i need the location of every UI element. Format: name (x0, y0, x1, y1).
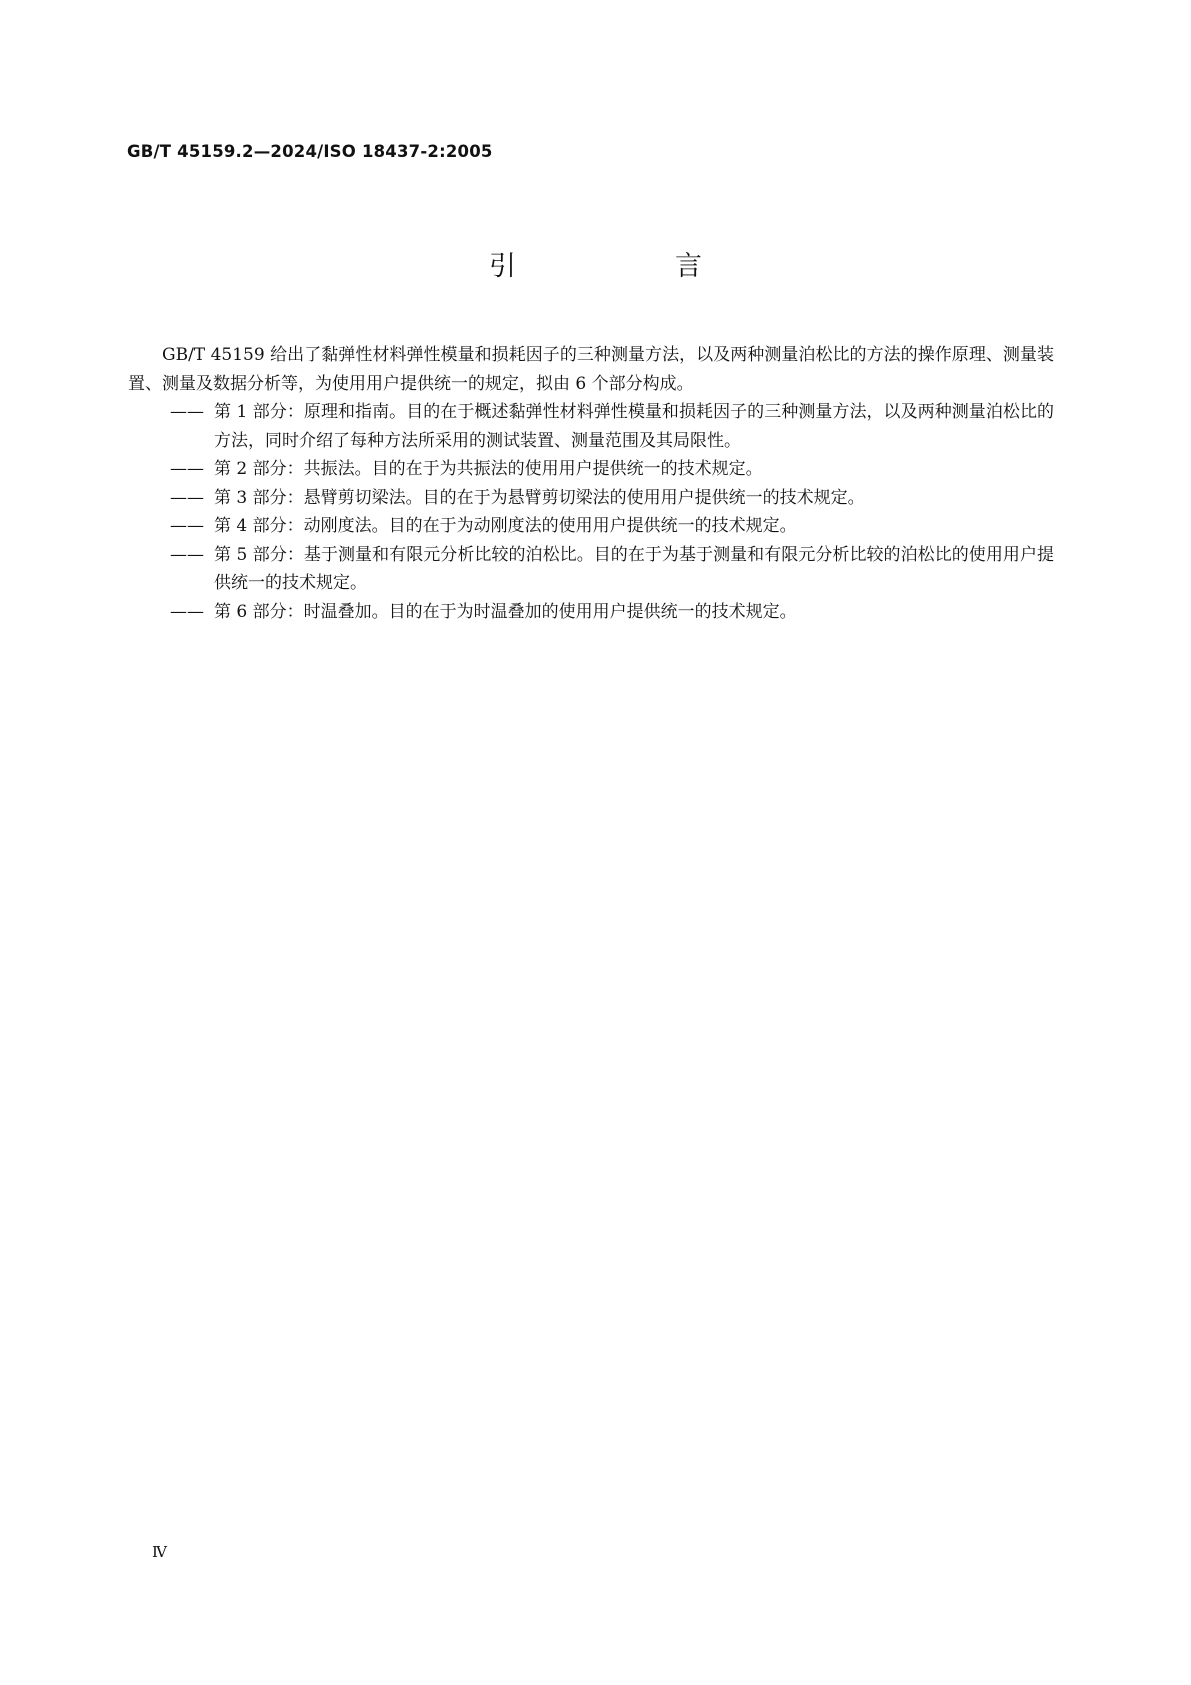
list-item-text: 第 2 部分：共振法。目的在于为共振法的使用用户提供统一的技术规定。 (214, 459, 763, 479)
list-dash: —— (170, 459, 204, 479)
list-item-text: 第 6 部分：时温叠加。目的在于为时温叠加的使用用户提供统一的技术规定。 (214, 601, 797, 622)
list-dash: —— (170, 544, 204, 565)
list-dash: —— (170, 487, 204, 508)
list-item-part-4 (128, 512, 1054, 541)
list-dash: —— (170, 516, 204, 536)
introduction-body (128, 341, 1054, 626)
list-item-part-5 (128, 541, 1054, 598)
intro-paragraph: GB/T 45159 给出了黏弹性材料弹性模量和损耗因子的三种测量方法，以及两种测量泊松比的方法的操作原理、测量装置、测量及数据分析等，为使用用户提供统一的规定，拟由 6 个部分构成。 (128, 345, 1054, 394)
list-item-text: 第 1 部分：原理和指南。目的在于概述黏弹性材料弹性模量和损耗因子的三种测量方法，以及两种测量泊松比的方法，同时介绍了每种方法所采用的测试装置、测量范围及其局限性。 (214, 402, 1054, 451)
list-item-text: 第 5 部分：基于测量和有限元分析比较的泊松比。目的在于为基于测量和有限元分析比较的泊松比的使用用户提供统一的技术规定。 (214, 544, 1054, 593)
list-item-text: 第 4 部分：动刚度法。目的在于为动刚度法的使用用户提供统一的技术规定。 (214, 516, 797, 536)
list-item-part-6 (128, 598, 1054, 627)
page-title: 引 言 (489, 251, 768, 282)
standard-code-header: GB/T 45159.2—2024/ISO 18437-2:2005 (127, 142, 493, 161)
list-item-part-3 (128, 484, 1054, 513)
list-dash: —— (170, 601, 204, 622)
list-item-text: 第 3 部分：悬臂剪切梁法。目的在于为悬臂剪切梁法的使用用户提供统一的技术规定。 (214, 487, 865, 508)
page-number: Ⅳ (152, 1543, 167, 1561)
list-item-part-1 (128, 398, 1054, 455)
list-item-part-2 (128, 455, 1054, 484)
list-dash: —— (170, 402, 204, 422)
